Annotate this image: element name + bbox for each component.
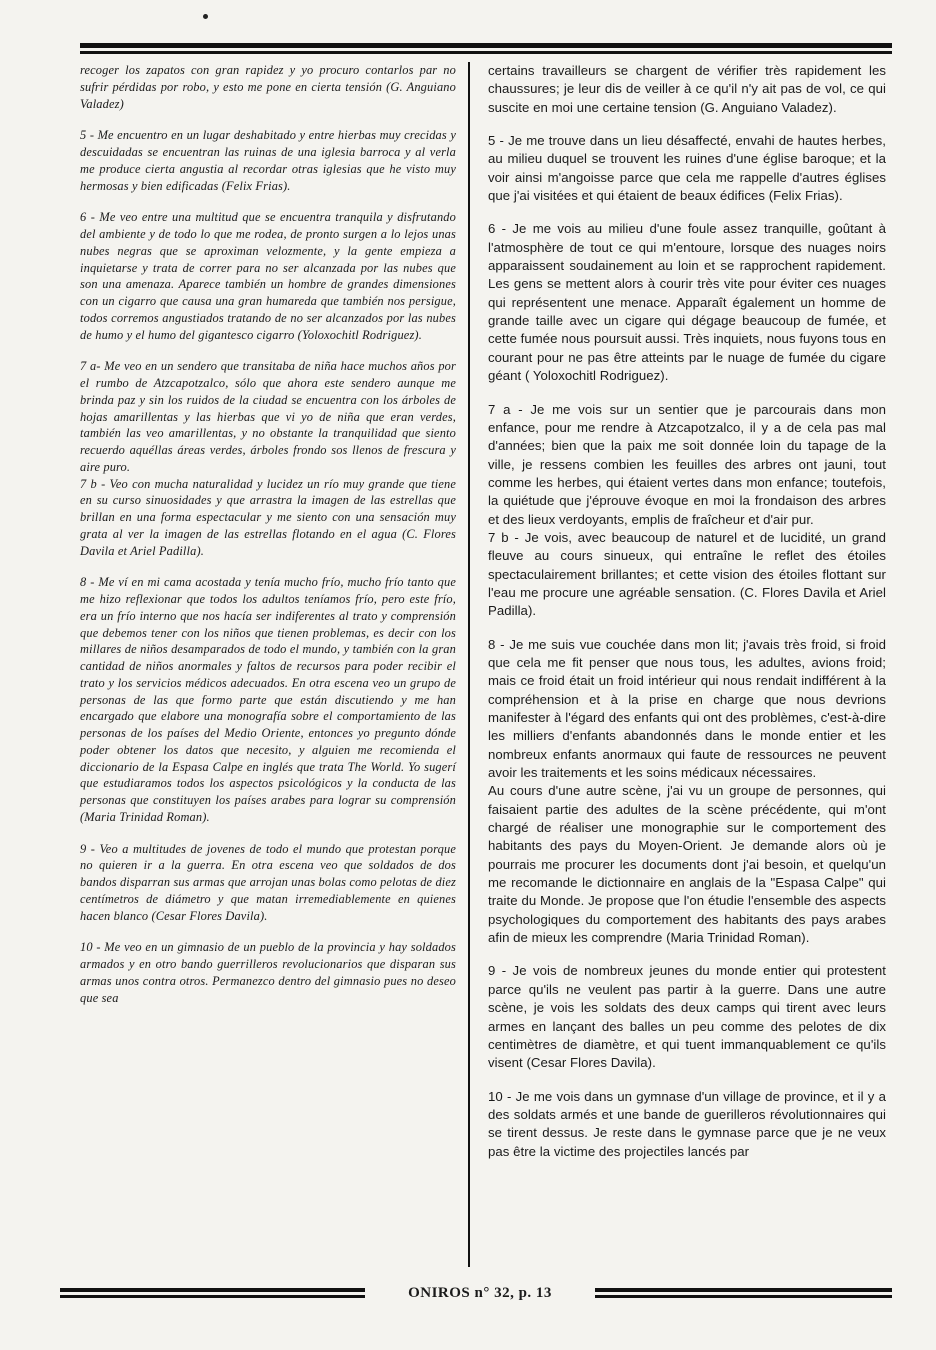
ink-mark: [203, 14, 208, 19]
page-reference: ONIROS n° 32, p. 13: [408, 1285, 552, 1301]
spanish-column: [80, 62, 456, 1021]
paragraph-fr-9: 9 - Je vois de nombreux jeunes du monde entier qui protestent parce qu'ils ne veulent pas partir à la guerre. Dans une autre scène, je vois les soldats des deux camps qui tirent avec leurs armes en lançant des balles un peu comme des pelotes de dix centimètres de diamètre, et qui tuent immanquablement ce qu'ils visent (Cesar Flores Davila).: [488, 963, 886, 1071]
footer-rule-left: [60, 1288, 365, 1302]
paragraph-fr-10: 10 - Je me vois dans un gymnase d'un village de province, et il y a des soldats armés et une bande de guerilleros révolutionnaires qui se tirent dessus. Je reste dans le gymnase parce que je ne veux pas être la victime des projectiles lancés par: [488, 1088, 886, 1159]
paragraph-es-7b: 7 b - Veo con mucha naturalidad y lucidez un río muy grande que tiene en su curso sinuosidades y que arrastra la imagen de las estrellas que brillan en una forma espectacular y me siento con una sensación muy grata al ver la imagen de las estrellas flotando en el agua (C. Flores Davila et Ariel Padilla).: [80, 476, 456, 558]
paragraph-es-4-continued: recoger los zapatos con gran rapidez y yo procuro contarlos par no sufrir pérdidas por robo, y esto me pone en cierta tensión (G. Anguiano Valadez): [80, 63, 456, 111]
paragraph-fr-6: 6 - Je me vois au milieu d'une foule assez tranquille, goûtant à l'atmosphère de tout ce qui m'entoure, lorsque des nuages noirs apparaissent soudainement au loin et se rapprochent rapidement. Les gens se mettent alors à courir très vite pour éviter ces nuages qui représentent une menace. Apparaît également un homme de grande taille avec un cigare qui dégage beaucoup de fumée, et cette fumée nous poursuit aussi. Très inquiets, nous fuyons tous en courant pour ne pas être atteints par le nuage de fumée du cigare géant ( Yoloxochitl Rodriguez).: [488, 221, 886, 384]
page-footer: [60, 1285, 900, 1305]
paragraph-fr-8-second-scene: Au cours d'une autre scène, j'ai vu un groupe de personnes, qui faisaient partie des adultes de la scène précédente, qui m'ont chargé de réaliser une monographie sur le comportement des habitants des pays du Moyen-Orient. Je demande alors où je pourrais me procurer les documents dont j'ai besoin, et quelqu'un me recomande le dictionnaire en anglais de la "Espasa Calpe" qui traite du Monde. Je propose que l'on étudie l'ensemble des aspects psychologiques du comportement des habitants des pays arabes afin de mieux les comprendre (Maria Trinidad Roman).: [488, 783, 886, 946]
paragraph-es-8: 8 - Me ví en mi cama acostada y tenía mucho frío, mucho frío tanto que me hizo reflexionar que todos los adultos teníamos frío, pero este frío, era un frío interno que nos hacía ser indiferentes al trato y comprensión que debemos tener con los niños que tienen problemas, es decir con los millares de niños desamparados de todo el mundo, y también con la gran cantidad de niños anormales y faltos de recursos para poder recibir el trato y los servicios médicos adecuados. En otra escena veo un grupo de personas de las que formo parte que están discutiendo y me han encargado que elabore una monografía sobre el comportamiento de las personas de los países del Medio Oriente, entonces yo pregunto dónde poder obtener los datos que necesito, y alguien me recomienda el diccionario de la Espasa Calpe en inglés que trata The World. Yo sugerí que estudiaramos todos los aspectos psicológicos y la conducta de las personas que constituyen los países arabes para lograr su comprensión (Maria Trinidad Roman).: [80, 575, 456, 824]
paragraph-fr-7b: 7 b - Je vois, avec beaucoup de naturel et de lucidité, un grand fleuve au cours sinueux, qui entraîne le reflet des étoiles spectaculairement brillantes; et cette vision des étoiles flottant sur l'eau me procure une agréable sensation. (C. Flores Davila et Ariel Padilla).: [488, 529, 886, 619]
paragraph-fr-8: 8 - Je me suis vue couchée dans mon lit; j'avais très froid, si froid que cela me fit penser que nous tous, les adultes, avions froid; mais ce froid était un froid intérieur qui nous rendait indifférent à la compréhension et à la prise en charge que nous devrions manifester à l'égard des enfants qui ont des problèmes, c'est-à-dire les milliers d'enfants abandonnés dans le monde entier et les nombreux enfants anormaux qui faute de ressources ne peuvent avoir les traitements et les soins médicaux nécessaires.: [488, 636, 886, 781]
paragraph-es-5: 5 - Me encuentro en un lugar deshabitado y entre hierbas muy crecidas y descuidadas se encuentran las ruinas de una iglesia barroca y al verla me produce cierta angustia al recordar otras iglesias que he visto muy hermosas y bien edificadas (Felix Frias).: [80, 128, 456, 193]
column-divider: [468, 62, 470, 1267]
paragraph-fr-5: 5 - Je me trouve dans un lieu désaffecté, envahi de hautes herbes, au milieu duquel se trouvent les ruines d'une église baroque; et la voir ainsi m'angoisse parce que cela me rappelle d'autres églises que j'ai visitées et qui étaient de beaux édifices (Felix Frias).: [488, 133, 886, 204]
paragraph-es-6: 6 - Me veo entre una multitud que se encuentra tranquila y disfrutando del ambiente y de todo lo que me rodea, de pronto surgen a lo lejos unas nubes negras que se aproximan velozmente, y la gente empieza a inquietarse y trata de correr para no ser alcanzada por las nubes que son una amenaza. Aparece también un hombre de grandes dimensiones con un cigarro que causa una gran humareda que también nos persigue, todos corremos angustiados tratando de no ser alcanzados por las nubes de humo y el humo del gigantesco cigarro (Yoloxochitl Rodriguez).: [80, 210, 456, 342]
footer-rule-right: [595, 1288, 892, 1302]
paragraph-fr-7a: 7 a - Je me vois sur un sentier que je parcourais dans mon enfance, pour me rendre à Atzcapotzalco, il y a de cela pas mal d'années; bien que la paix me soit donnée loin du tapage de la ville, je ressens combien les feuilles des arbres ont jauni, tout comme les herbes, qui étaient vertes dans mon enfance; toutefois, la quiétude que j'éprouve évoque en moi la frondaison des arbres et des lieux verdoyants, emplis de fraîcheur et d'air pur.: [488, 401, 886, 527]
paragraph-es-10: 10 - Me veo en un gimnasio de un pueblo de la provincia y hay soldados armados y en otro bando guerrilleros revolucionarios que disparan sus armas unos contra otros. Permanezco dentro del gimnasio pues no deseo que sea: [80, 940, 456, 1005]
header-rule: [80, 43, 892, 54]
paragraph-es-7a: 7 a- Me veo en un sendero que transitaba de niña hace muchos años por el rumbo de Atzcapotzalco, sólo que ahora este sendero aunque me brinda paz y sin los ruidos de la ciudad se encuentra con los árboles de hojas amarillentas y las hierbas que vi yo de niña que eran verdes, también las veo amarillentas, y no obstante la tranquilidad que siento recuerdo aquéllas áreas verdes, árboles frondo sos llenos de frescura y aire puro.: [80, 359, 456, 474]
paragraph-es-9: 9 - Veo a multitudes de jovenes de todo el mundo que protestan porque no quieren ir a la guerra. En otra escena veo que soldados de dos bandos disparran sus armas que arrojan unas bolas como pelotas de diez centímetros de diámetro y que matan irremediablemente en quienes hacen blanco (Cesar Flores Davila).: [80, 841, 456, 923]
paragraph-fr-4-continued: certains travailleurs se chargent de vérifier très rapidement les chaussures; je leur dis de veiller à ce qu'il n'y ait pas de vol, ce qui suscite en moi une certaine tension (G. Anguiano Valadez).: [488, 63, 886, 115]
french-column: [488, 62, 886, 1176]
